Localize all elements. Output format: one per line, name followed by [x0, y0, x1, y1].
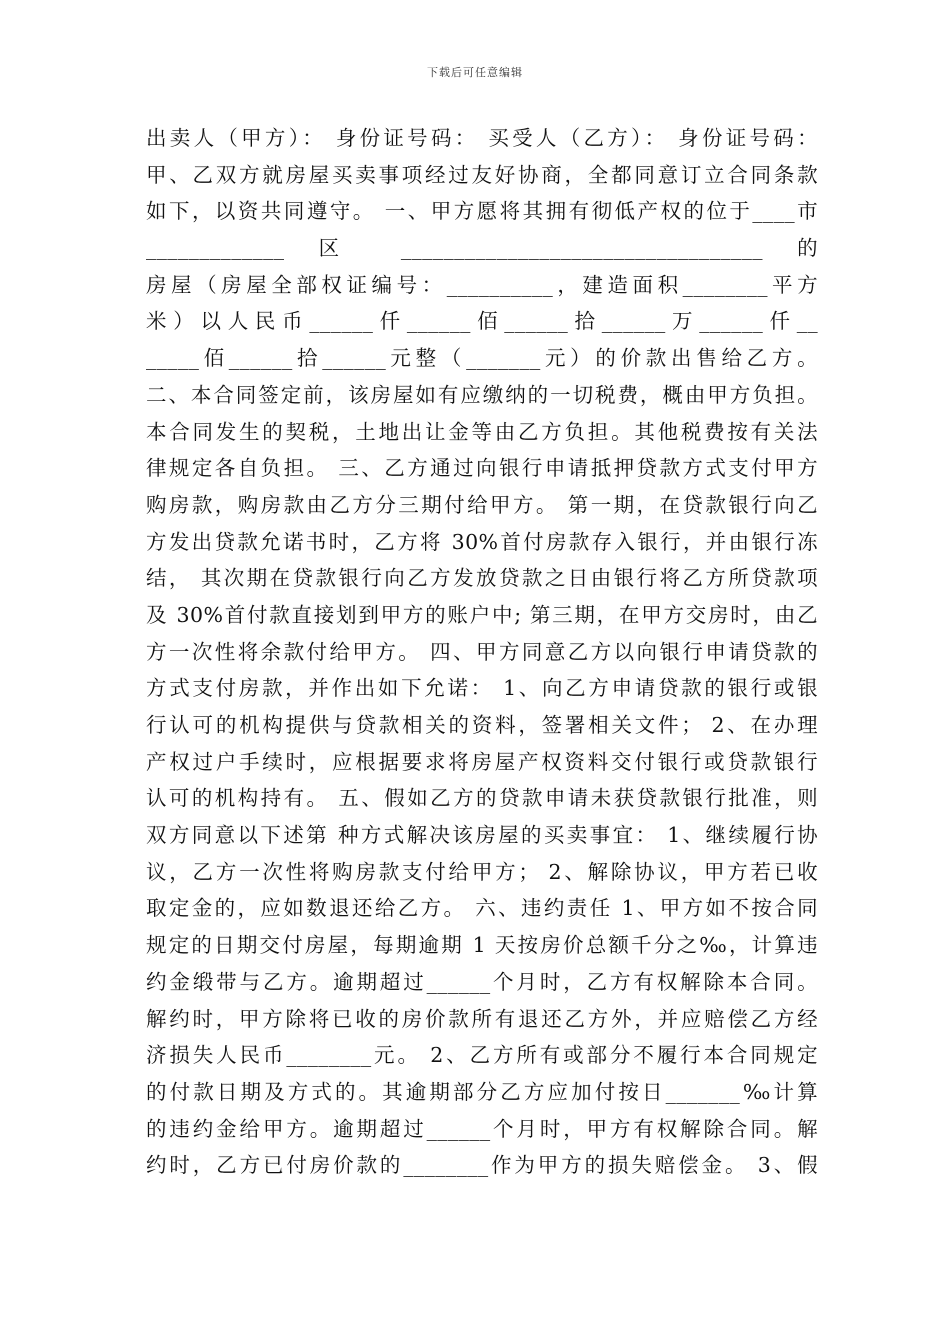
text-line: 认可的机构持有。 五、假如乙方的贷款申请未获贷款银行批准，则	[146, 786, 818, 811]
contract-body	[146, 120, 818, 1184]
text-line: 约时，乙方已付房价款的________作为甲方的损失赔偿金。 3、假	[146, 1153, 818, 1178]
text-line: _____佰______拾______元整（_______元）的价款出售给乙方。	[146, 346, 818, 371]
text-line: 约金缎带与乙方。逾期超过______个月时，乙方有权解除本合同。	[146, 969, 818, 994]
text-line: 如下，以资共同遵守。 一、甲方愿将其拥有彻低产权的位于____市	[146, 199, 818, 224]
text-line: 的违约金给甲方。逾期超过______个月时，甲方有权解除合同。解	[146, 1116, 818, 1141]
text-line: 行认可的机构提供与贷款相关的资料，签署相关文件； 2、在办理	[146, 713, 818, 737]
text-line: 的付款日期及方式的。其逾期部分乙方应加付按日_______‰计算	[146, 1079, 818, 1104]
text-line: 二、本合同签定前，该房屋如有应缴纳的一切税费，概由甲方负担。	[146, 382, 818, 407]
text-line: 房屋（房屋全部权证编号：__________，建造面积________平方	[146, 272, 818, 297]
text-line: 方式支付房款，并作出如下允诺： 1、向乙方申请贷款的银行或银	[146, 676, 818, 701]
text-line: 济损失人民币________元。 2、乙方所有或部分不履行本合同规定	[146, 1043, 818, 1068]
page-header: 下载后可任意编辑	[427, 66, 523, 79]
text-line: 结， 其次期在贷款银行向乙方发放贷款之日由银行将乙方所贷款项	[146, 566, 818, 591]
text-line: 本合同发生的契税，土地出让金等由乙方负担。其他税费按有关法	[146, 419, 818, 444]
text-line: 规定的日期交付房屋，每期逾期 1 天按房价总额千分之‰，计算违	[146, 933, 818, 958]
text-line: 产权过户手续时，应根据要求将房屋产权资料交付银行或贷款银行	[146, 749, 818, 774]
text-line: 方一次性将余款付给甲方。 四、甲方同意乙方以向银行申请贷款的	[146, 639, 818, 664]
text-line: 方发出贷款允诺书时，乙方将 30%首付房款存入银行，并由银行冻	[146, 529, 818, 554]
text-line: _____________ 区 __________________________________ 的	[146, 236, 818, 261]
text-line: 议，乙方一次性将购房款支付给甲方； 2、解除协议，甲方若已收	[146, 859, 818, 884]
text-line: 取定金的，应如数退还给乙方。 六、违约责任 1、甲方如不按合同	[146, 896, 818, 921]
text-line: 购房款，购房款由乙方分三期付给甲方。 第一期，在贷款银行向乙	[146, 492, 818, 517]
text-line: 米）以人民币______仟______佰______拾______万______仟__	[146, 309, 818, 334]
text-line: 律规定各自负担。 三、乙方通过向银行申请抵押贷款方式支付甲方	[146, 456, 818, 481]
text-line: 及 30%首付款直接划到甲方的账户中; 第三期，在甲方交房时，由乙	[146, 602, 818, 627]
text-line: 出卖人（甲方）： 身份证号码： 买受人（乙方）： 身份证号码：	[146, 126, 818, 150]
text-line: 甲、乙双方就房屋买卖事项经过友好协商，全都同意订立合同条款	[146, 162, 818, 187]
text-line: 双方同意以下述第 种方式解决该房屋的买卖事宜： 1、继续履行协	[146, 823, 818, 848]
text-line: 解约时，甲方除将已收的房价款所有退还乙方外，并应赔偿乙方经	[146, 1006, 818, 1031]
